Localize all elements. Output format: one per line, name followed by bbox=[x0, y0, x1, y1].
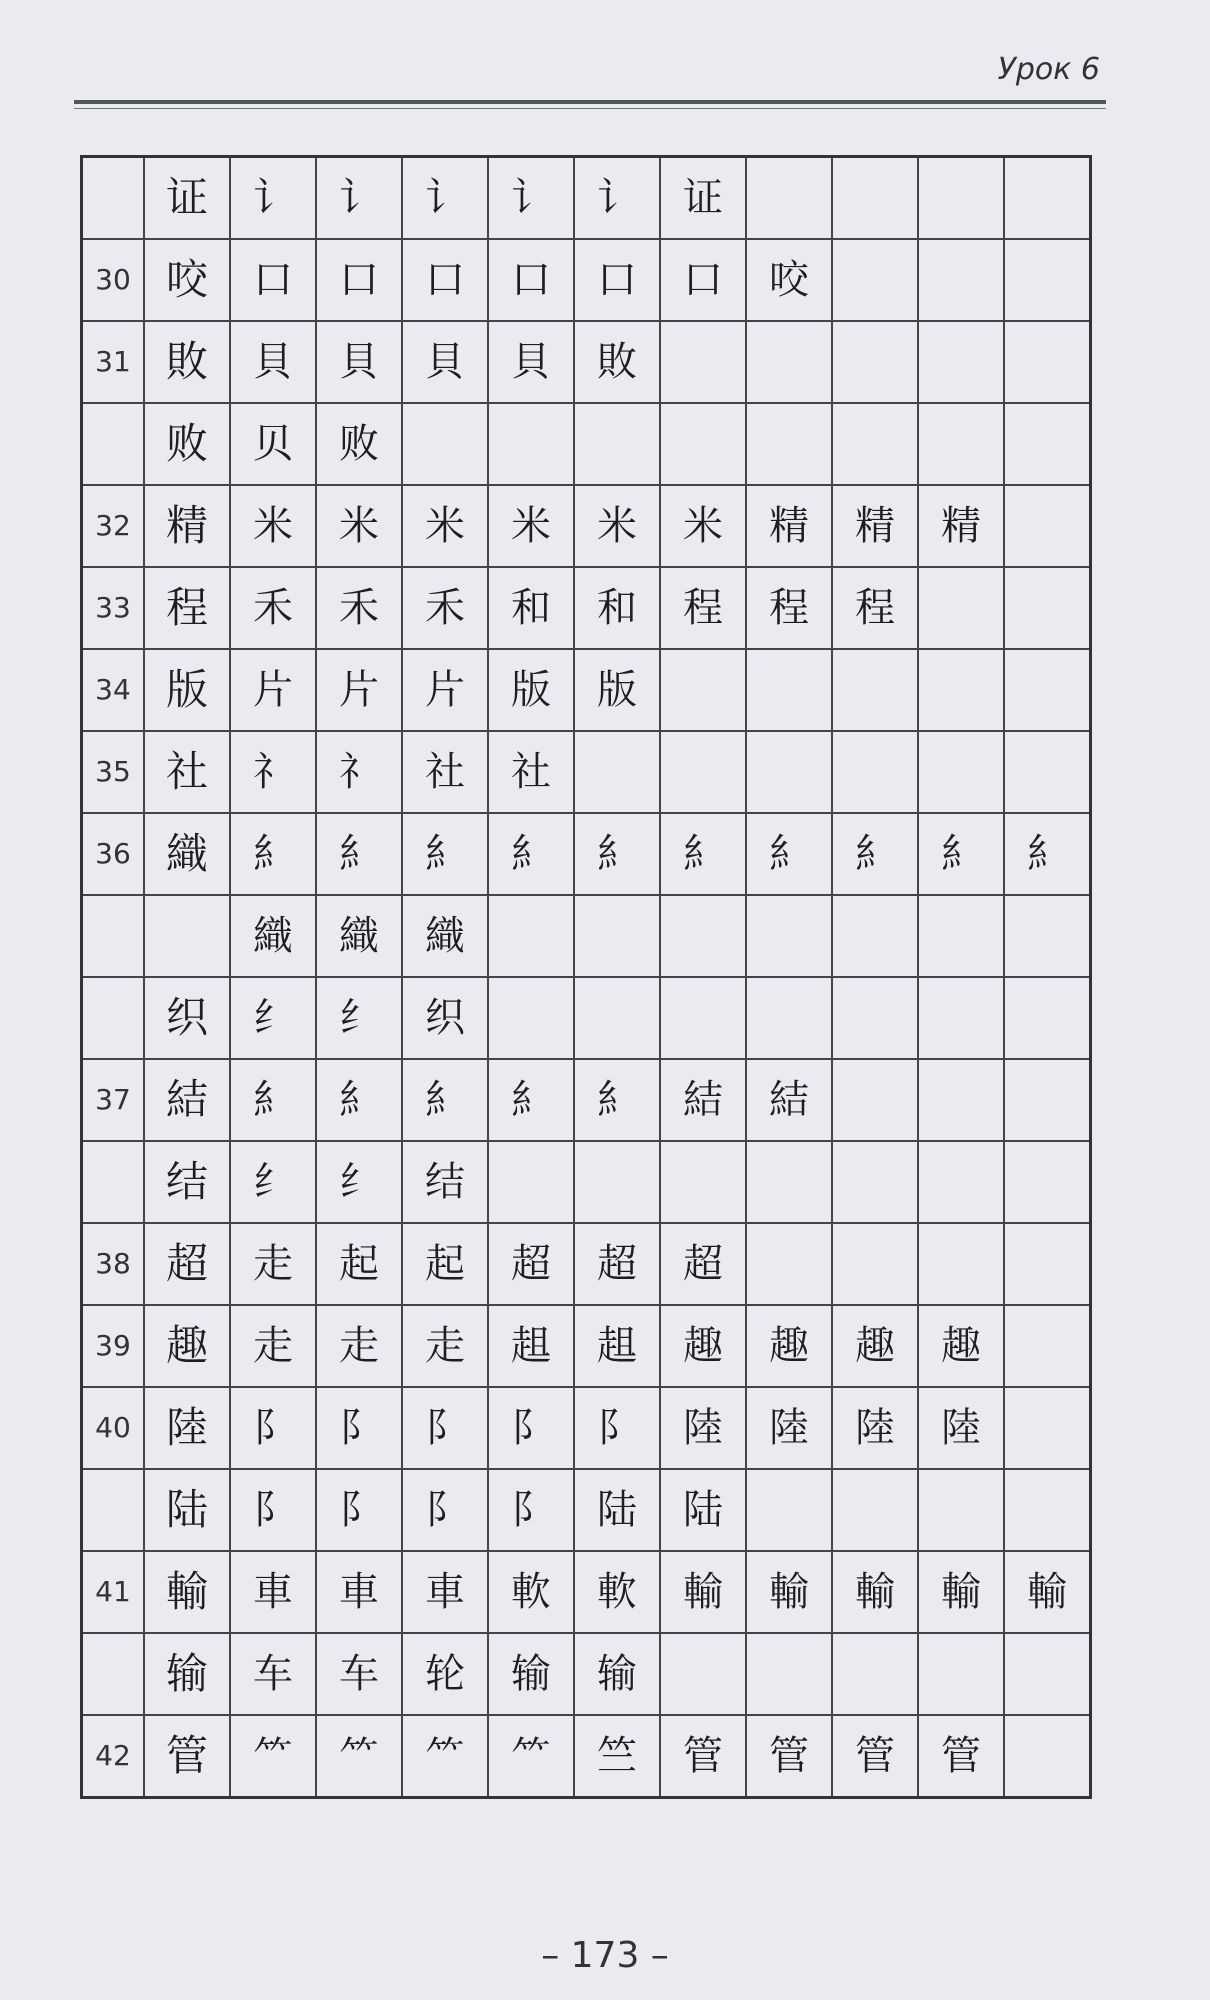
row-number: 31 bbox=[82, 321, 145, 403]
stroke-step-cell: 车 bbox=[230, 1633, 316, 1715]
stroke-step-cell: 糹 bbox=[832, 813, 918, 895]
stroke-step-cell: 輸 bbox=[660, 1551, 746, 1633]
stroke-step-cell: 和 bbox=[574, 567, 660, 649]
table-row bbox=[82, 157, 1091, 240]
stroke-step-cell bbox=[488, 1141, 574, 1223]
stroke-step-cell: 陆 bbox=[660, 1469, 746, 1551]
stroke-step-cell bbox=[832, 403, 918, 485]
stroke-step-cell bbox=[918, 1223, 1004, 1305]
row-number bbox=[82, 977, 145, 1059]
stroke-order-table bbox=[80, 155, 1092, 1799]
stroke-step-cell: 起 bbox=[316, 1223, 402, 1305]
stroke-step-cell: 阝 bbox=[230, 1469, 316, 1551]
stroke-step-cell: 米 bbox=[316, 485, 402, 567]
stroke-step-cell: 貝 bbox=[488, 321, 574, 403]
stroke-step-cell bbox=[1004, 1305, 1091, 1387]
stroke-step-cell: 结 bbox=[402, 1141, 488, 1223]
stroke-step-cell bbox=[918, 567, 1004, 649]
stroke-step-cell bbox=[1004, 1059, 1091, 1141]
stroke-step-cell bbox=[574, 895, 660, 977]
stroke-step-cell: 程 bbox=[832, 567, 918, 649]
lesson-title: Урок 6 bbox=[997, 52, 1100, 87]
table-row bbox=[82, 1633, 1091, 1715]
stroke-step-cell: 讠 bbox=[230, 157, 316, 240]
stroke-step-cell: 趣 bbox=[832, 1305, 918, 1387]
stroke-step-cell bbox=[918, 1059, 1004, 1141]
stroke-step-cell: 禾 bbox=[316, 567, 402, 649]
stroke-step-cell bbox=[1004, 895, 1091, 977]
stroke-step-cell: 管 bbox=[832, 1715, 918, 1798]
stroke-step-cell: 纟 bbox=[316, 1141, 402, 1223]
stroke-step-cell bbox=[746, 1469, 832, 1551]
stroke-step-cell: 讠 bbox=[574, 157, 660, 240]
table-row bbox=[82, 731, 1091, 813]
stroke-step-cell bbox=[1004, 157, 1091, 240]
stroke-step-cell bbox=[660, 1633, 746, 1715]
stroke-step-cell bbox=[574, 977, 660, 1059]
stroke-step-cell: 糹 bbox=[574, 1059, 660, 1141]
stroke-step-cell: 陸 bbox=[660, 1387, 746, 1469]
character-cell: 結 bbox=[144, 1059, 230, 1141]
stroke-step-cell: 織 bbox=[316, 895, 402, 977]
stroke-step-cell: 口 bbox=[316, 239, 402, 321]
character-cell: 趣 bbox=[144, 1305, 230, 1387]
row-number: 32 bbox=[82, 485, 145, 567]
stroke-step-cell bbox=[1004, 567, 1091, 649]
character-cell: 陸 bbox=[144, 1387, 230, 1469]
stroke-step-cell: 趄 bbox=[488, 1305, 574, 1387]
stroke-step-cell: 阝 bbox=[316, 1469, 402, 1551]
table-row bbox=[82, 1469, 1091, 1551]
character-cell: 陆 bbox=[144, 1469, 230, 1551]
stroke-step-cell: 车 bbox=[316, 1633, 402, 1715]
table-row bbox=[82, 321, 1091, 403]
stroke-step-cell: 片 bbox=[402, 649, 488, 731]
stroke-step-cell: 阝 bbox=[316, 1387, 402, 1469]
stroke-step-cell bbox=[1004, 1387, 1091, 1469]
stroke-step-cell bbox=[488, 977, 574, 1059]
table-row bbox=[82, 649, 1091, 731]
stroke-step-cell: 趄 bbox=[574, 1305, 660, 1387]
stroke-step-cell: ⺮ bbox=[402, 1715, 488, 1798]
stroke-step-cell: 输 bbox=[574, 1633, 660, 1715]
stroke-step-cell: 阝 bbox=[402, 1469, 488, 1551]
stroke-step-cell: 精 bbox=[832, 485, 918, 567]
stroke-step-cell: 陆 bbox=[574, 1469, 660, 1551]
stroke-step-cell: 精 bbox=[746, 485, 832, 567]
stroke-step-cell: 車 bbox=[316, 1551, 402, 1633]
stroke-step-cell bbox=[488, 403, 574, 485]
row-number bbox=[82, 1141, 145, 1223]
stroke-step-cell bbox=[832, 1469, 918, 1551]
stroke-step-cell bbox=[746, 977, 832, 1059]
stroke-step-cell bbox=[1004, 1223, 1091, 1305]
stroke-step-cell: 米 bbox=[574, 485, 660, 567]
row-number: 39 bbox=[82, 1305, 145, 1387]
stroke-step-cell: ⺮ bbox=[230, 1715, 316, 1798]
stroke-step-cell: 米 bbox=[230, 485, 316, 567]
stroke-step-cell: 败 bbox=[316, 403, 402, 485]
stroke-step-cell bbox=[918, 157, 1004, 240]
stroke-step-cell: 輸 bbox=[832, 1551, 918, 1633]
stroke-step-cell bbox=[660, 1141, 746, 1223]
stroke-step-cell: 管 bbox=[918, 1715, 1004, 1798]
stroke-step-cell bbox=[660, 895, 746, 977]
stroke-step-cell bbox=[746, 895, 832, 977]
stroke-step-cell bbox=[1004, 977, 1091, 1059]
stroke-step-cell: 趣 bbox=[746, 1305, 832, 1387]
stroke-step-cell: 織 bbox=[402, 895, 488, 977]
stroke-step-cell: 织 bbox=[402, 977, 488, 1059]
character-cell: 版 bbox=[144, 649, 230, 731]
stroke-step-cell: 糹 bbox=[488, 1059, 574, 1141]
stroke-step-cell bbox=[660, 649, 746, 731]
stroke-step-cell: 版 bbox=[488, 649, 574, 731]
row-number: 30 bbox=[82, 239, 145, 321]
stroke-step-cell bbox=[832, 157, 918, 240]
stroke-step-cell: 走 bbox=[230, 1223, 316, 1305]
stroke-step-cell: 轮 bbox=[402, 1633, 488, 1715]
stroke-step-cell: 咬 bbox=[746, 239, 832, 321]
stroke-step-cell bbox=[746, 1633, 832, 1715]
page-number: – 173 – bbox=[541, 1935, 669, 1976]
stroke-step-cell: 走 bbox=[402, 1305, 488, 1387]
stroke-step-cell bbox=[488, 895, 574, 977]
stroke-step-cell: 礻 bbox=[230, 731, 316, 813]
stroke-step-cell bbox=[918, 403, 1004, 485]
stroke-step-cell: 陸 bbox=[832, 1387, 918, 1469]
character-cell: 精 bbox=[144, 485, 230, 567]
stroke-step-cell: 軟 bbox=[488, 1551, 574, 1633]
row-number: 34 bbox=[82, 649, 145, 731]
header-rule-thin bbox=[74, 108, 1106, 109]
stroke-step-cell: 糹 bbox=[316, 1059, 402, 1141]
stroke-step-cell bbox=[832, 1059, 918, 1141]
stroke-step-cell: 禾 bbox=[230, 567, 316, 649]
stroke-step-cell: 陸 bbox=[918, 1387, 1004, 1469]
stroke-step-cell bbox=[918, 1469, 1004, 1551]
stroke-step-cell: 起 bbox=[402, 1223, 488, 1305]
character-cell: 社 bbox=[144, 731, 230, 813]
row-number bbox=[82, 157, 145, 240]
stroke-step-cell: 陸 bbox=[746, 1387, 832, 1469]
stroke-step-cell bbox=[832, 731, 918, 813]
stroke-step-cell: 版 bbox=[574, 649, 660, 731]
stroke-step-cell bbox=[746, 649, 832, 731]
stroke-step-cell: 口 bbox=[660, 239, 746, 321]
row-number: 41 bbox=[82, 1551, 145, 1633]
stroke-step-cell bbox=[746, 1141, 832, 1223]
stroke-step-cell: 礻 bbox=[316, 731, 402, 813]
stroke-step-cell: 口 bbox=[230, 239, 316, 321]
stroke-step-cell: 糹 bbox=[230, 1059, 316, 1141]
stroke-step-cell: 社 bbox=[402, 731, 488, 813]
row-number bbox=[82, 403, 145, 485]
stroke-step-cell bbox=[832, 239, 918, 321]
stroke-step-cell bbox=[574, 403, 660, 485]
stroke-step-cell: 織 bbox=[230, 895, 316, 977]
character-cell: 程 bbox=[144, 567, 230, 649]
stroke-step-cell: 糹 bbox=[402, 813, 488, 895]
character-cell bbox=[144, 895, 230, 977]
header-rule bbox=[74, 100, 1106, 104]
row-number bbox=[82, 895, 145, 977]
stroke-step-cell bbox=[1004, 321, 1091, 403]
table-row bbox=[82, 485, 1091, 567]
stroke-step-cell bbox=[746, 403, 832, 485]
table-row bbox=[82, 239, 1091, 321]
stroke-step-cell: 管 bbox=[660, 1715, 746, 1798]
stroke-step-cell bbox=[1004, 1715, 1091, 1798]
table-row bbox=[82, 1715, 1091, 1798]
stroke-step-cell: 讠 bbox=[402, 157, 488, 240]
stroke-step-cell: 纟 bbox=[230, 977, 316, 1059]
stroke-step-cell bbox=[1004, 1469, 1091, 1551]
row-number: 35 bbox=[82, 731, 145, 813]
stroke-step-cell bbox=[746, 1223, 832, 1305]
stroke-step-cell bbox=[1004, 403, 1091, 485]
stroke-step-cell: 阝 bbox=[230, 1387, 316, 1469]
stroke-step-cell: 車 bbox=[402, 1551, 488, 1633]
table-row bbox=[82, 567, 1091, 649]
stroke-step-cell: 超 bbox=[574, 1223, 660, 1305]
row-number: 40 bbox=[82, 1387, 145, 1469]
stroke-step-cell: 纟 bbox=[230, 1141, 316, 1223]
stroke-step-cell bbox=[832, 977, 918, 1059]
stroke-step-cell: 貝 bbox=[230, 321, 316, 403]
row-number: 38 bbox=[82, 1223, 145, 1305]
stroke-step-cell: 管 bbox=[746, 1715, 832, 1798]
stroke-step-cell: 精 bbox=[918, 485, 1004, 567]
row-number: 37 bbox=[82, 1059, 145, 1141]
stroke-step-cell: 超 bbox=[660, 1223, 746, 1305]
stroke-step-cell: 口 bbox=[488, 239, 574, 321]
stroke-step-cell: 糹 bbox=[660, 813, 746, 895]
character-cell: 敗 bbox=[144, 321, 230, 403]
stroke-step-cell bbox=[660, 403, 746, 485]
stroke-step-cell: 糹 bbox=[746, 813, 832, 895]
stroke-step-cell: 纟 bbox=[316, 977, 402, 1059]
stroke-step-cell: 米 bbox=[660, 485, 746, 567]
stroke-step-cell: 走 bbox=[230, 1305, 316, 1387]
stroke-step-cell bbox=[1004, 485, 1091, 567]
character-cell: 败 bbox=[144, 403, 230, 485]
stroke-step-cell: 糹 bbox=[918, 813, 1004, 895]
stroke-step-cell bbox=[574, 731, 660, 813]
stroke-step-cell: 結 bbox=[660, 1059, 746, 1141]
stroke-step-cell: 超 bbox=[488, 1223, 574, 1305]
stroke-step-cell bbox=[918, 731, 1004, 813]
stroke-step-cell: 米 bbox=[402, 485, 488, 567]
stroke-step-cell bbox=[918, 1141, 1004, 1223]
stroke-step-cell: 走 bbox=[316, 1305, 402, 1387]
row-number: 33 bbox=[82, 567, 145, 649]
stroke-step-cell bbox=[660, 321, 746, 403]
stroke-step-cell: 糹 bbox=[1004, 813, 1091, 895]
stroke-step-cell: 社 bbox=[488, 731, 574, 813]
stroke-step-cell bbox=[1004, 731, 1091, 813]
stroke-step-cell bbox=[832, 649, 918, 731]
table-row bbox=[82, 1305, 1091, 1387]
stroke-step-cell: 糹 bbox=[574, 813, 660, 895]
table-row bbox=[82, 1223, 1091, 1305]
row-number: 36 bbox=[82, 813, 145, 895]
stroke-step-cell bbox=[1004, 1633, 1091, 1715]
stroke-step-cell bbox=[918, 239, 1004, 321]
stroke-step-cell: 程 bbox=[660, 567, 746, 649]
stroke-step-cell: 糹 bbox=[316, 813, 402, 895]
stroke-step-cell: 輸 bbox=[746, 1551, 832, 1633]
character-cell: 织 bbox=[144, 977, 230, 1059]
stroke-step-cell: 证 bbox=[660, 157, 746, 240]
stroke-step-cell bbox=[574, 1141, 660, 1223]
stroke-step-cell: 阝 bbox=[574, 1387, 660, 1469]
stroke-step-cell bbox=[918, 977, 1004, 1059]
character-cell: 输 bbox=[144, 1633, 230, 1715]
stroke-step-cell: ⺮ bbox=[488, 1715, 574, 1798]
stroke-step-cell: 貝 bbox=[316, 321, 402, 403]
stroke-step-cell: 片 bbox=[316, 649, 402, 731]
stroke-step-cell: 阝 bbox=[488, 1387, 574, 1469]
character-cell: 超 bbox=[144, 1223, 230, 1305]
table-row bbox=[82, 813, 1091, 895]
stroke-step-cell bbox=[832, 1141, 918, 1223]
character-cell: 管 bbox=[144, 1715, 230, 1798]
stroke-step-cell: 和 bbox=[488, 567, 574, 649]
stroke-step-cell: 軟 bbox=[574, 1551, 660, 1633]
stroke-step-cell: 輸 bbox=[1004, 1551, 1091, 1633]
stroke-step-cell bbox=[832, 895, 918, 977]
table-row bbox=[82, 1387, 1091, 1469]
stroke-step-cell: 禾 bbox=[402, 567, 488, 649]
stroke-step-cell bbox=[660, 731, 746, 813]
stroke-step-cell: 米 bbox=[488, 485, 574, 567]
stroke-step-cell: 口 bbox=[402, 239, 488, 321]
stroke-step-cell bbox=[832, 1223, 918, 1305]
table-row bbox=[82, 1551, 1091, 1633]
character-cell: 織 bbox=[144, 813, 230, 895]
stroke-step-cell: 糹 bbox=[402, 1059, 488, 1141]
stroke-step-cell: 敗 bbox=[574, 321, 660, 403]
stroke-step-cell bbox=[918, 649, 1004, 731]
stroke-step-cell: 糹 bbox=[488, 813, 574, 895]
stroke-step-cell bbox=[918, 895, 1004, 977]
row-number bbox=[82, 1633, 145, 1715]
stroke-step-cell: 阝 bbox=[402, 1387, 488, 1469]
stroke-step-cell bbox=[746, 731, 832, 813]
stroke-step-cell: 輸 bbox=[918, 1551, 1004, 1633]
character-cell: 结 bbox=[144, 1141, 230, 1223]
table-row bbox=[82, 977, 1091, 1059]
character-cell: 咬 bbox=[144, 239, 230, 321]
stroke-step-cell: 口 bbox=[574, 239, 660, 321]
stroke-step-cell bbox=[746, 157, 832, 240]
stroke-step-cell: 贝 bbox=[230, 403, 316, 485]
stroke-step-cell bbox=[918, 1633, 1004, 1715]
stroke-step-cell bbox=[746, 321, 832, 403]
stroke-step-cell bbox=[1004, 1141, 1091, 1223]
row-number bbox=[82, 1469, 145, 1551]
stroke-step-cell: 趣 bbox=[660, 1305, 746, 1387]
stroke-step-cell: 貝 bbox=[402, 321, 488, 403]
stroke-step-cell: 趣 bbox=[918, 1305, 1004, 1387]
stroke-step-cell: 糹 bbox=[230, 813, 316, 895]
stroke-step-cell: 讠 bbox=[316, 157, 402, 240]
table-row bbox=[82, 895, 1091, 977]
stroke-step-cell: 阝 bbox=[488, 1469, 574, 1551]
stroke-step-cell bbox=[660, 977, 746, 1059]
stroke-step-cell bbox=[1004, 649, 1091, 731]
stroke-step-cell: 竺 bbox=[574, 1715, 660, 1798]
stroke-step-cell bbox=[1004, 239, 1091, 321]
character-cell: 证 bbox=[144, 157, 230, 240]
stroke-step-cell: 結 bbox=[746, 1059, 832, 1141]
stroke-step-cell: 讠 bbox=[488, 157, 574, 240]
stroke-step-cell: 片 bbox=[230, 649, 316, 731]
stroke-step-cell: 输 bbox=[488, 1633, 574, 1715]
stroke-step-cell bbox=[832, 321, 918, 403]
table-row bbox=[82, 403, 1091, 485]
stroke-step-cell bbox=[402, 403, 488, 485]
stroke-step-cell bbox=[832, 1633, 918, 1715]
table-row bbox=[82, 1059, 1091, 1141]
table-row bbox=[82, 1141, 1091, 1223]
stroke-step-cell: 程 bbox=[746, 567, 832, 649]
stroke-step-cell: ⺮ bbox=[316, 1715, 402, 1798]
character-cell: 輸 bbox=[144, 1551, 230, 1633]
stroke-step-cell bbox=[918, 321, 1004, 403]
stroke-step-cell: 車 bbox=[230, 1551, 316, 1633]
row-number: 42 bbox=[82, 1715, 145, 1798]
